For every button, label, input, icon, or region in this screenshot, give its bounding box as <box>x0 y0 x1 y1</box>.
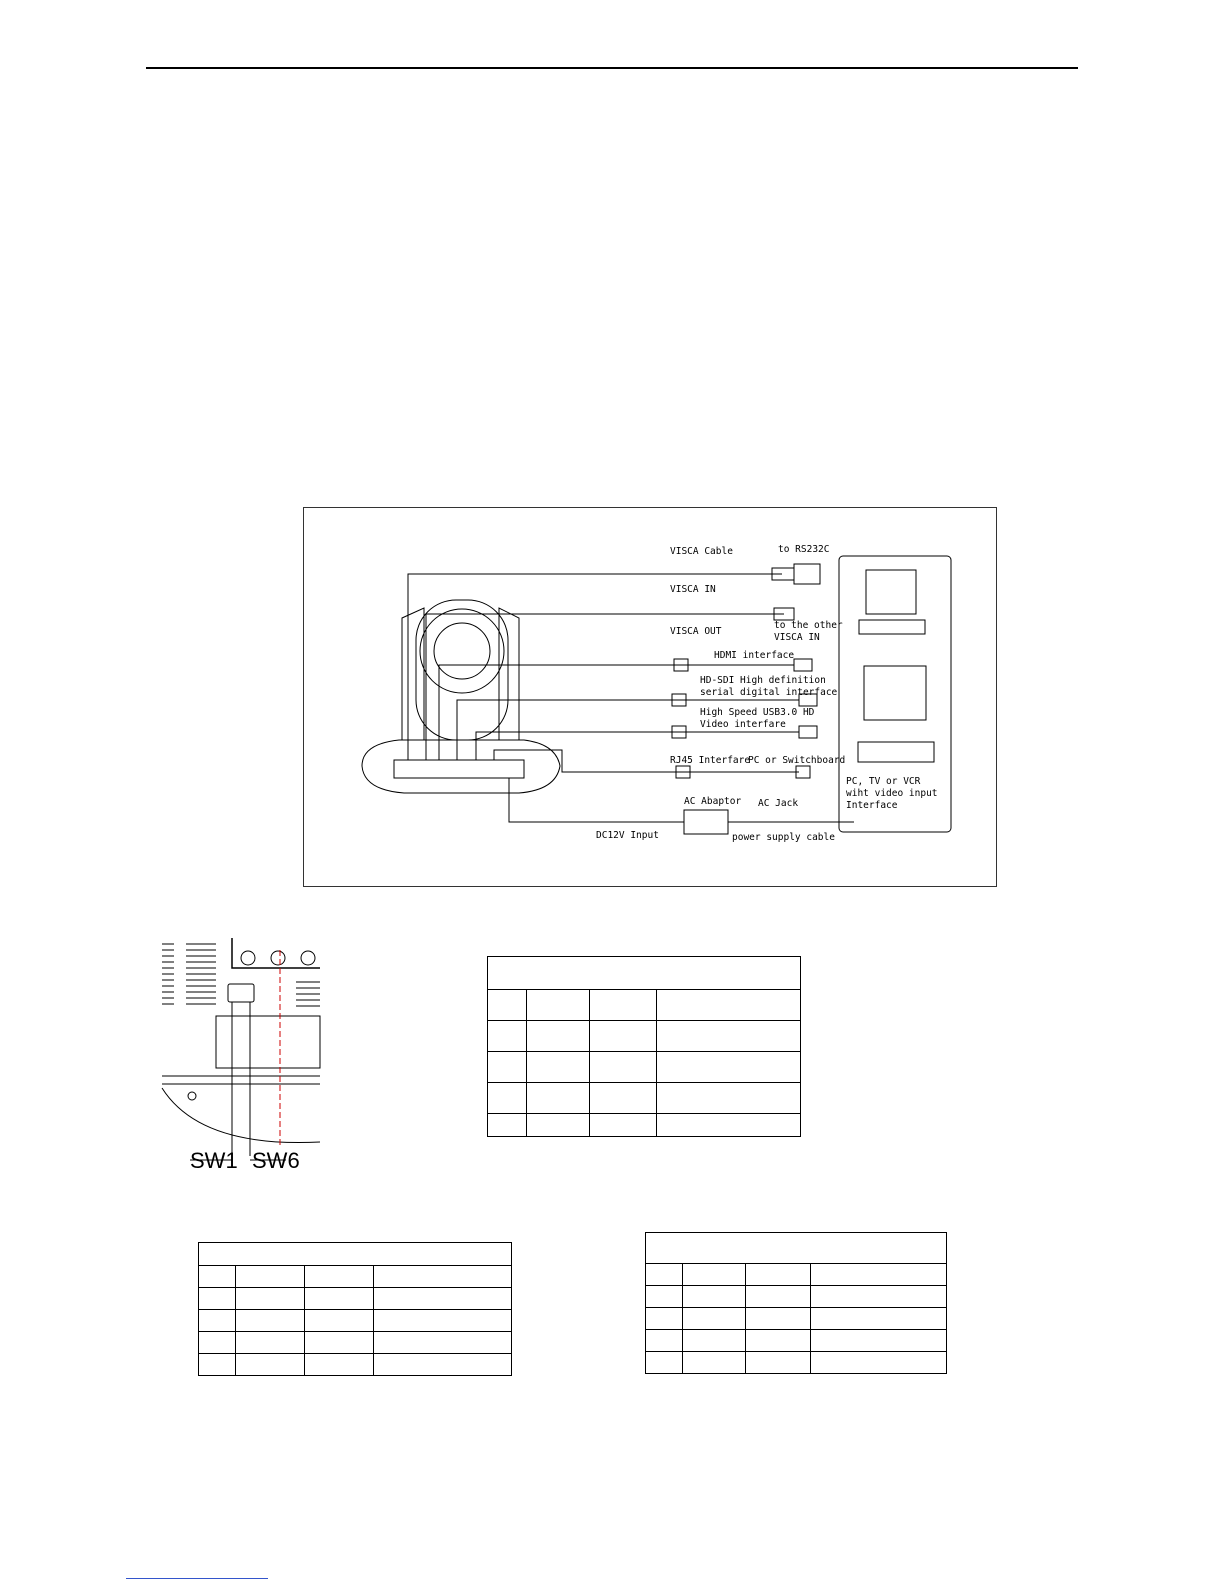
label-rj45: RJ45 Interfare <box>670 755 751 766</box>
line-hdmi <box>439 665 682 760</box>
label-devices-1: PC, TV or VCR <box>846 776 921 787</box>
sw6-label: SW6 <box>252 1148 300 1170</box>
camera-right-arm <box>499 608 519 740</box>
table-row <box>488 1083 801 1114</box>
label-devices-3: Interface <box>846 800 898 811</box>
camera-lens-outer <box>420 609 504 693</box>
label-hdsdi-1: HD-SDI High definition <box>700 675 826 686</box>
connection-diagram <box>303 507 997 887</box>
dip-switch-illustration <box>160 938 322 1170</box>
line-visca-out <box>426 614 682 760</box>
table-row <box>199 1354 512 1376</box>
connector-2-icon <box>271 951 285 965</box>
camera-rear-panel <box>394 760 524 778</box>
label-usb-2: Video interfare <box>700 719 786 730</box>
label-visca-out: VISCA OUT <box>670 626 722 637</box>
table-row <box>488 990 801 1021</box>
table-row <box>646 1264 947 1286</box>
dip-switch-block <box>228 984 254 1002</box>
connector-3-icon <box>301 951 315 965</box>
table-row <box>199 1310 512 1332</box>
line-usb <box>476 732 682 760</box>
camera-lens-inner <box>434 623 490 679</box>
table-header-row <box>646 1233 947 1264</box>
table-header-row <box>199 1243 512 1266</box>
table-row <box>646 1330 947 1352</box>
header-rule <box>146 67 1078 69</box>
footer-link-underline <box>126 1578 268 1579</box>
table-row <box>199 1332 512 1354</box>
sw1-label: SW1 <box>190 1148 238 1170</box>
vent-slots-left <box>162 944 320 1006</box>
settings-table-main <box>487 956 801 1137</box>
connector-1-icon <box>241 951 255 965</box>
connection-diagram-svg <box>304 508 998 888</box>
table-row <box>488 1114 801 1137</box>
label-to-other-2: VISCA IN <box>774 632 820 643</box>
tv-icon <box>864 666 926 720</box>
label-to-other-1: to the other <box>774 620 843 631</box>
label-devices-2: wiht video input <box>846 788 938 799</box>
table-row <box>199 1288 512 1310</box>
table-row <box>488 1021 801 1052</box>
settings-table-left <box>198 1242 512 1376</box>
camera-base <box>362 740 560 793</box>
table-header-row <box>488 957 801 990</box>
camera-head <box>416 600 508 740</box>
label-pc-switch: PC or Switchboard <box>748 755 846 766</box>
label-ac-jack: AC Jack <box>758 798 799 809</box>
pc-monitor-icon <box>866 570 916 614</box>
vcr-icon <box>858 742 934 762</box>
line-dc <box>509 778 602 822</box>
camera-left-arm <box>402 608 424 740</box>
line-rj45 <box>494 750 682 772</box>
label-ac-adaptor: AC Abaptor <box>684 796 742 807</box>
table-row <box>488 1052 801 1083</box>
label-power-cable: power supply cable <box>732 832 835 843</box>
table-row <box>646 1352 947 1374</box>
label-hdmi: HDMI interface <box>714 650 795 661</box>
label-hdsdi-2: serial digital interface <box>700 687 838 698</box>
label-to-rs232c: to RS232C <box>778 544 830 555</box>
label-visca-in: VISCA IN <box>670 584 716 595</box>
label-visca-cable: VISCA Cable <box>670 546 733 557</box>
label-usb-1: High Speed USB3.0 HD <box>700 707 815 718</box>
table-row <box>646 1308 947 1330</box>
pc-keyboard-icon <box>859 620 925 634</box>
settings-table-right <box>645 1232 947 1374</box>
label-dc12v: DC12V Input <box>596 830 659 841</box>
table-row <box>646 1286 947 1308</box>
table-row <box>199 1266 512 1288</box>
line-hdsdi <box>457 700 682 760</box>
